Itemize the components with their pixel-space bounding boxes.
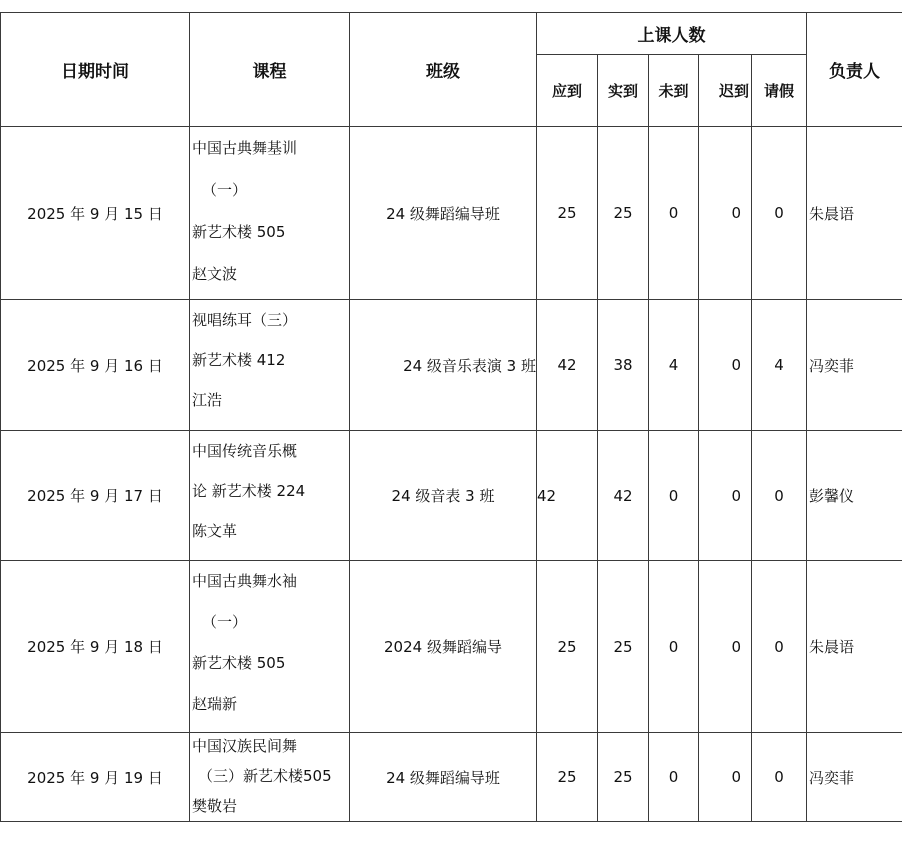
cell-expected: 42 — [537, 300, 598, 431]
header-leave: 请假 — [752, 55, 807, 127]
cell-late: 0 — [699, 431, 752, 561]
course-line: 中国古典舞基训 — [192, 139, 298, 157]
cell-absent: 0 — [649, 431, 699, 561]
cell-absent: 0 — [649, 561, 699, 733]
table-row — [1, 300, 902, 431]
cell-date: 2025 年 9 月 15 日 — [1, 127, 190, 300]
cell-class: 24 级音乐表演 3 班 — [350, 300, 537, 431]
cell-late: 0 — [699, 127, 752, 300]
header-late: 迟到 — [699, 55, 752, 127]
course-line: 樊敬岩 — [192, 797, 238, 815]
attendance-sheet — [0, 12, 902, 822]
course-line: （三）新艺术楼505 — [198, 767, 332, 785]
course-line: 江浩 — [192, 391, 223, 409]
table-row — [1, 733, 902, 822]
course-line: 新艺术楼 505 — [192, 223, 286, 241]
course-line: 论 新艺术楼 224 — [192, 482, 306, 500]
course-line: 陈文革 — [192, 522, 238, 540]
table-row — [1, 127, 902, 300]
table-row — [1, 431, 902, 561]
cell-leave: 0 — [752, 431, 807, 561]
cell-person: 朱晨语 — [807, 127, 902, 300]
cell-date: 2025 年 9 月 17 日 — [1, 431, 190, 561]
header-attendance-group: 上课人数 — [537, 13, 807, 55]
cell-leave: 0 — [752, 561, 807, 733]
cell-late: 0 — [699, 733, 752, 822]
cell-leave: 0 — [752, 127, 807, 300]
cell-expected: 25 — [537, 733, 598, 822]
cell-expected: 42 — [537, 431, 598, 561]
course-line: 中国汉族民间舞 — [192, 737, 298, 755]
course-line: 中国古典舞水袖 — [192, 572, 298, 590]
header-date: 日期时间 — [1, 13, 190, 127]
course-line: 新艺术楼 505 — [192, 654, 286, 672]
cell-absent: 4 — [649, 300, 699, 431]
header-actual: 实到 — [598, 55, 649, 127]
cell-date: 2025 年 9 月 18 日 — [1, 561, 190, 733]
cell-course — [190, 733, 350, 822]
course-line: 赵瑞新 — [192, 695, 238, 713]
cell-actual: 42 — [598, 431, 649, 561]
cell-course — [190, 127, 350, 300]
course-line: （一） — [202, 613, 248, 631]
cell-expected: 25 — [537, 127, 598, 300]
cell-leave: 0 — [752, 733, 807, 822]
course-line: 赵文波 — [192, 265, 238, 283]
cell-late: 0 — [699, 561, 752, 733]
cell-actual: 25 — [598, 733, 649, 822]
course-line: （一） — [202, 181, 248, 199]
cell-course — [190, 300, 350, 431]
header-absent: 未到 — [649, 55, 699, 127]
header-class: 班级 — [350, 13, 537, 127]
cell-person: 彭馨仪 — [807, 431, 902, 561]
cell-actual: 38 — [598, 300, 649, 431]
cell-absent: 0 — [649, 733, 699, 822]
cell-class: 2024 级舞蹈编导 — [350, 561, 537, 733]
header-expected: 应到 — [537, 55, 598, 127]
course-line: 视唱练耳（三） — [192, 311, 298, 329]
cell-date: 2025 年 9 月 19 日 — [1, 733, 190, 822]
cell-leave: 4 — [752, 300, 807, 431]
cell-person: 冯奕菲 — [807, 300, 902, 431]
cell-course — [190, 561, 350, 733]
cell-class: 24 级舞蹈编导班 — [350, 733, 537, 822]
cell-actual: 25 — [598, 561, 649, 733]
cell-actual: 25 — [598, 127, 649, 300]
course-line: 新艺术楼 412 — [192, 351, 286, 369]
header-person: 负责人 — [807, 13, 902, 127]
cell-absent: 0 — [649, 127, 699, 300]
table-row — [1, 561, 902, 733]
cell-late: 0 — [699, 300, 752, 431]
cell-person: 朱晨语 — [807, 561, 902, 733]
cell-date: 2025 年 9 月 16 日 — [1, 300, 190, 431]
cell-class: 24 级音表 3 班 — [350, 431, 537, 561]
cell-course — [190, 431, 350, 561]
cell-person: 冯奕菲 — [807, 733, 902, 822]
attendance-table — [0, 12, 902, 822]
course-line: 中国传统音乐概 — [192, 442, 298, 460]
header-course: 课程 — [190, 13, 350, 127]
cell-class: 24 级舞蹈编导班 — [350, 127, 537, 300]
cell-expected: 25 — [537, 561, 598, 733]
